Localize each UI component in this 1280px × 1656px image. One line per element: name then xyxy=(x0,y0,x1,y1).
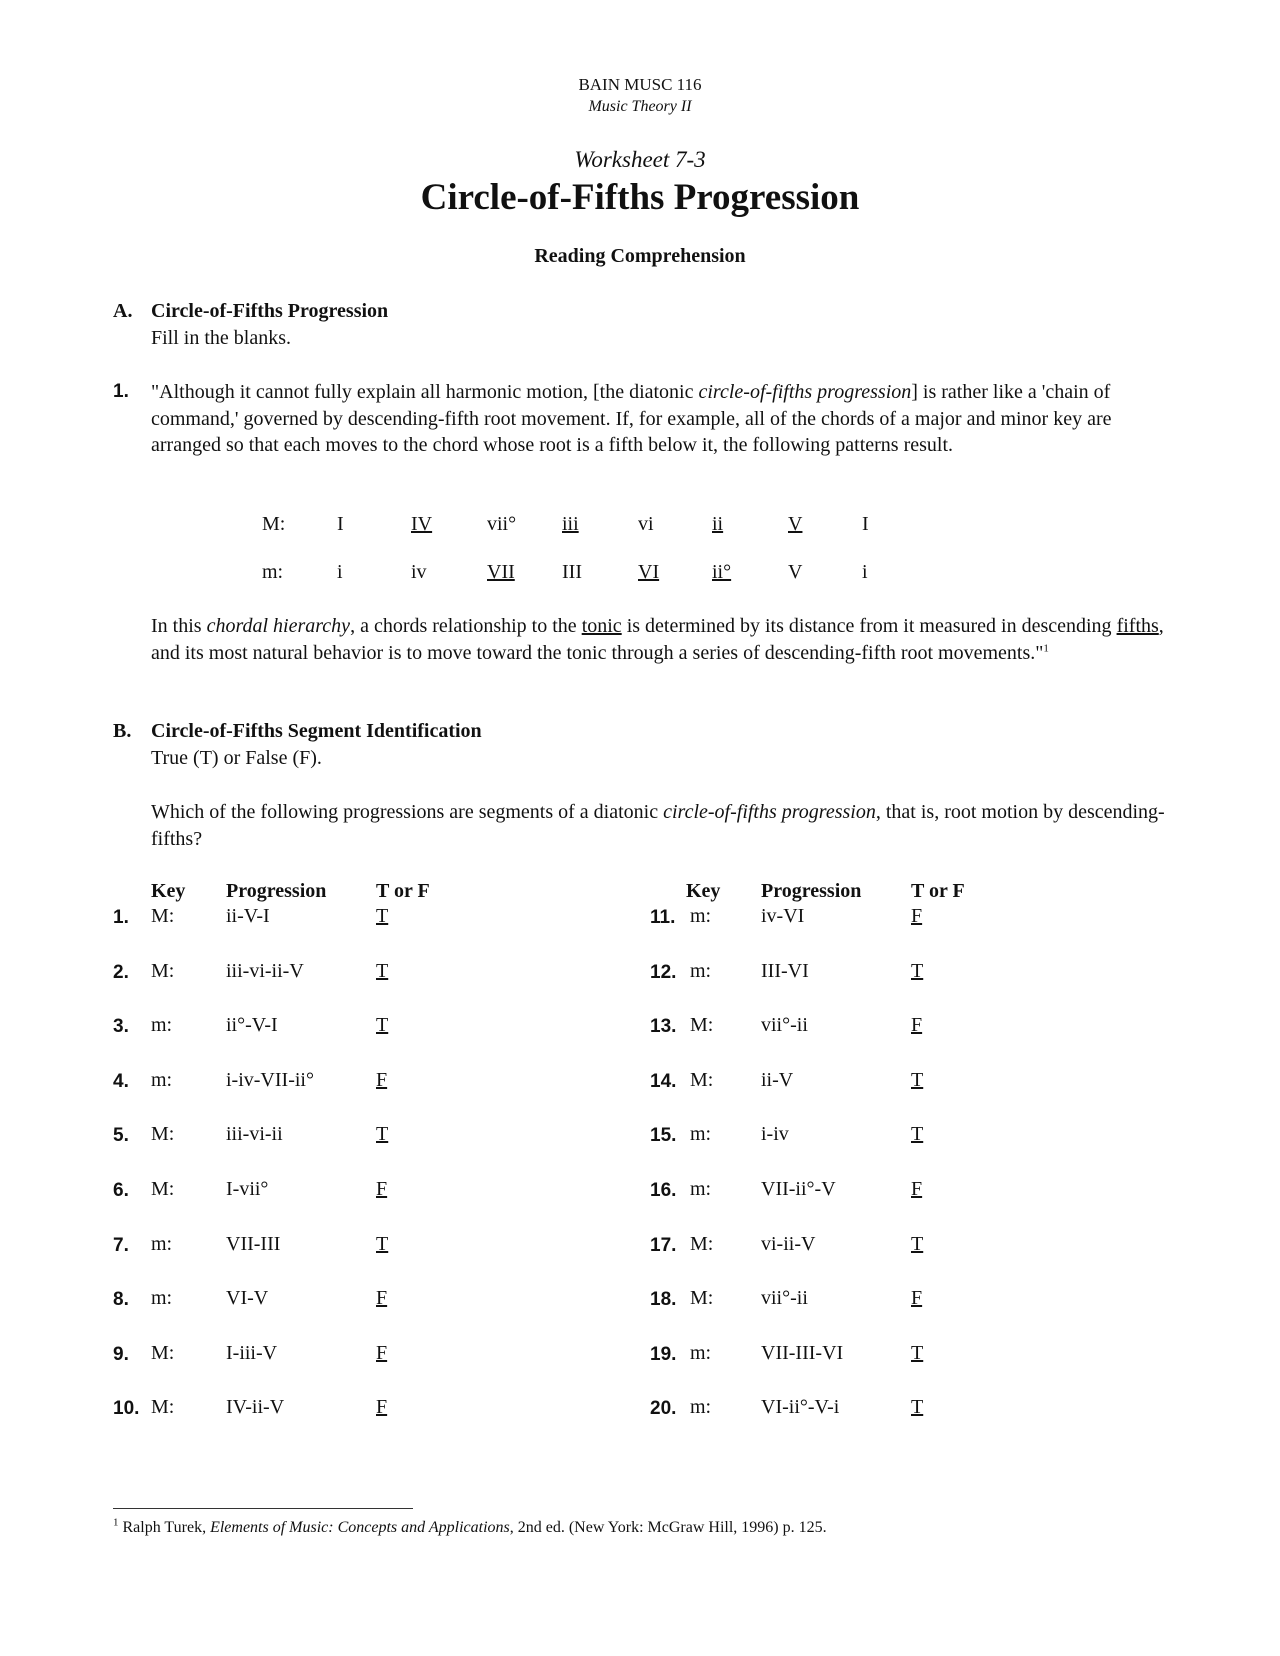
left-item-answer: T xyxy=(376,905,389,927)
left-item-progression: VI-V xyxy=(226,1287,269,1309)
course-subtitle: Music Theory II xyxy=(588,98,692,115)
worksheet-number: Worksheet 7-3 xyxy=(574,147,706,172)
right-item-number: 12. xyxy=(650,962,677,983)
footnote-author: Ralph Turek, xyxy=(122,1519,211,1536)
right-item-answer: F xyxy=(911,1014,923,1036)
major-chord: I xyxy=(337,513,344,535)
hierarchy-paragraph xyxy=(151,613,1167,666)
right-item-answer: F xyxy=(911,905,923,927)
minor-chord: ii° xyxy=(712,561,732,583)
right-item-progression: ii-V xyxy=(761,1069,794,1091)
left-item-progression: ii°-V-I xyxy=(226,1014,278,1036)
minor-chord: V xyxy=(788,561,803,583)
left-item-number: 8. xyxy=(113,1289,129,1310)
major-chord: vii° xyxy=(487,513,517,535)
section-a-instruction: Fill in the blanks. xyxy=(151,327,291,349)
left-item-answer: F xyxy=(376,1178,388,1200)
left-item-number: 2. xyxy=(113,962,129,983)
major-chord: vi xyxy=(638,513,654,535)
left-item-progression: VII-III xyxy=(226,1233,281,1255)
right-item-progression: i-iv xyxy=(761,1123,789,1145)
left-item-key: m: xyxy=(151,1233,173,1255)
left-item-key: M: xyxy=(151,960,175,982)
major-key-label: M: xyxy=(262,513,286,535)
quote-text-1: "Although it cannot fully explain all harmonic motion, [the diatonic xyxy=(151,381,699,403)
minor-chord: VI xyxy=(638,561,660,583)
left-item-number: 5. xyxy=(113,1125,129,1146)
right-item-progression: VII-III-VI xyxy=(761,1342,844,1364)
left-item-number: 9. xyxy=(113,1344,129,1365)
left-item-answer: F xyxy=(376,1342,388,1364)
right-item-progression: vii°-ii xyxy=(761,1287,808,1309)
major-chord: IV xyxy=(411,513,433,535)
left-item-key: M: xyxy=(151,1178,175,1200)
right-item-key: m: xyxy=(690,1178,712,1200)
right-item-key: m: xyxy=(690,1123,712,1145)
para2-tonic: tonic xyxy=(581,615,622,637)
major-chord: iii xyxy=(562,513,579,535)
left-item-progression: iii-vi-ii xyxy=(226,1123,283,1145)
section-b-title: Circle-of-Fifths Segment Identification xyxy=(151,720,482,742)
footnote-mark: 1 xyxy=(113,1516,119,1529)
right-item-progression: vi-ii-V xyxy=(761,1233,816,1255)
course-code: BAIN MUSC 116 xyxy=(578,75,702,94)
right-item-number: 16. xyxy=(650,1180,677,1201)
right-item-number: 13. xyxy=(650,1016,677,1037)
right-item-answer: T xyxy=(911,1342,924,1364)
para2-italic: chordal hierarchy xyxy=(206,615,351,637)
right-item-answer: T xyxy=(911,960,924,982)
left-item-answer: T xyxy=(376,960,389,982)
right-item-key: m: xyxy=(690,1342,712,1364)
left-item-number: 1. xyxy=(113,907,129,928)
left-item-progression: ii-V-I xyxy=(226,905,270,927)
left-item-answer: F xyxy=(376,1396,388,1418)
major-chord: ii xyxy=(712,513,724,535)
footnote xyxy=(113,1516,827,1537)
right-item-number: 11. xyxy=(650,907,676,928)
left-item-answer: F xyxy=(376,1069,388,1091)
section-b-instruction: True (T) or False (F). xyxy=(151,747,322,769)
para2-text-b: , a chords relationship to the xyxy=(350,615,582,637)
right-item-progression: iv-VI xyxy=(761,905,805,927)
quote-text-2: ] is rather like a 'chain of command,' governed by descending-fifth root movement. If, for example, all of the chords of a major and minor key are arranged so that each moves to the chord whose root is a fifth below it, the following patterns result. xyxy=(151,381,1112,456)
minor-chord: iv xyxy=(411,561,427,583)
header-key-right: Key xyxy=(686,880,721,902)
footnote-ref: 1 xyxy=(1043,641,1049,654)
right-item-key: M: xyxy=(690,1233,714,1255)
minor-chord: VII xyxy=(487,561,515,583)
left-item-key: m: xyxy=(151,1287,173,1309)
right-item-key: m: xyxy=(690,960,712,982)
right-item-number: 14. xyxy=(650,1071,677,1092)
right-item-key: m: xyxy=(690,1396,712,1418)
header-key-left: Key xyxy=(151,880,186,902)
right-item-answer: F xyxy=(911,1287,923,1309)
right-item-progression: VI-ii°-V-i xyxy=(761,1396,840,1418)
right-item-progression: vii°-ii xyxy=(761,1014,808,1036)
section-b-label: B. xyxy=(113,720,132,742)
right-item-key: m: xyxy=(690,905,712,927)
left-item-progression: iii-vi-ii-V xyxy=(226,960,304,982)
right-item-answer: T xyxy=(911,1069,924,1091)
quote-paragraph xyxy=(151,379,1167,459)
left-item-progression: IV-ii-V xyxy=(226,1396,285,1418)
right-item-number: 18. xyxy=(650,1289,677,1310)
left-item-progression: I-vii° xyxy=(226,1178,269,1200)
section-b-question xyxy=(151,799,1167,852)
header-tf-left: T or F xyxy=(376,880,430,902)
question-text-a: Which of the following progressions are segments of a diatonic xyxy=(151,801,664,823)
right-item-number: 15. xyxy=(650,1125,677,1146)
left-item-answer: T xyxy=(376,1123,389,1145)
para2-text-c: is determined by its distance from it measured in descending xyxy=(621,615,1117,637)
right-item-answer: T xyxy=(911,1396,924,1418)
section-a-label: A. xyxy=(113,300,133,322)
right-item-number: 17. xyxy=(650,1235,677,1256)
left-item-key: m: xyxy=(151,1069,173,1091)
footnote-rule xyxy=(113,1508,413,1509)
left-item-number: 4. xyxy=(113,1071,129,1092)
left-item-progression: I-iii-V xyxy=(226,1342,278,1364)
minor-key-label: m: xyxy=(262,561,284,583)
header-progression-right: Progression xyxy=(761,880,862,902)
header-tf-right: T or F xyxy=(911,880,965,902)
left-item-key: M: xyxy=(151,1123,175,1145)
right-item-answer: T xyxy=(911,1123,924,1145)
footnote-rest: , 2nd ed. (New York: McGraw Hill, 1996) p. 125. xyxy=(509,1519,827,1536)
section-a-title: Circle-of-Fifths Progression xyxy=(151,300,389,322)
right-item-key: M: xyxy=(690,1069,714,1091)
left-item-key: m: xyxy=(151,1014,173,1036)
para2-text-d: , and its most natural behavior is to move toward the tonic through a series of descending-fifth root movements." xyxy=(151,615,1164,664)
left-item-number: 7. xyxy=(113,1235,129,1256)
left-item-answer: T xyxy=(376,1014,389,1036)
left-item-number: 3. xyxy=(113,1016,129,1037)
question-text-b: , that is, root motion by descending-fifths? xyxy=(151,801,1165,850)
left-item-key: M: xyxy=(151,1396,175,1418)
right-item-key: M: xyxy=(690,1287,714,1309)
major-chord: V xyxy=(788,513,803,535)
minor-chord: i xyxy=(337,561,343,583)
header-progression-left: Progression xyxy=(226,880,327,902)
left-item-number: 10. xyxy=(113,1398,140,1419)
footnote-book: Elements of Music: Concepts and Applications xyxy=(210,1519,510,1536)
right-item-number: 20. xyxy=(650,1398,677,1419)
major-chord: I xyxy=(862,513,869,535)
right-item-number: 19. xyxy=(650,1344,677,1365)
question-italic: circle-of-fifths progression xyxy=(663,801,876,823)
quote-italic: circle-of-fifths progression xyxy=(698,381,912,403)
left-item-key: M: xyxy=(151,905,175,927)
question-a1-number: 1. xyxy=(113,381,129,402)
left-item-answer: T xyxy=(376,1233,389,1255)
minor-chord: III xyxy=(562,561,582,583)
minor-chord: i xyxy=(862,561,868,583)
left-item-answer: F xyxy=(376,1287,388,1309)
right-item-key: M: xyxy=(690,1014,714,1036)
right-item-progression: III-VI xyxy=(761,960,809,982)
para2-fifths: fifths xyxy=(1116,615,1159,637)
left-item-key: M: xyxy=(151,1342,175,1364)
right-item-answer: F xyxy=(911,1178,923,1200)
right-item-progression: VII-ii°-V xyxy=(761,1178,836,1200)
para2-text-a: In this xyxy=(151,615,207,637)
left-item-number: 6. xyxy=(113,1180,129,1201)
left-item-progression: i-iv-VII-ii° xyxy=(226,1069,314,1091)
page-title: Circle-of-Fifths Progression xyxy=(420,177,860,218)
right-item-answer: T xyxy=(911,1233,924,1255)
page-subtitle: Reading Comprehension xyxy=(534,245,746,267)
